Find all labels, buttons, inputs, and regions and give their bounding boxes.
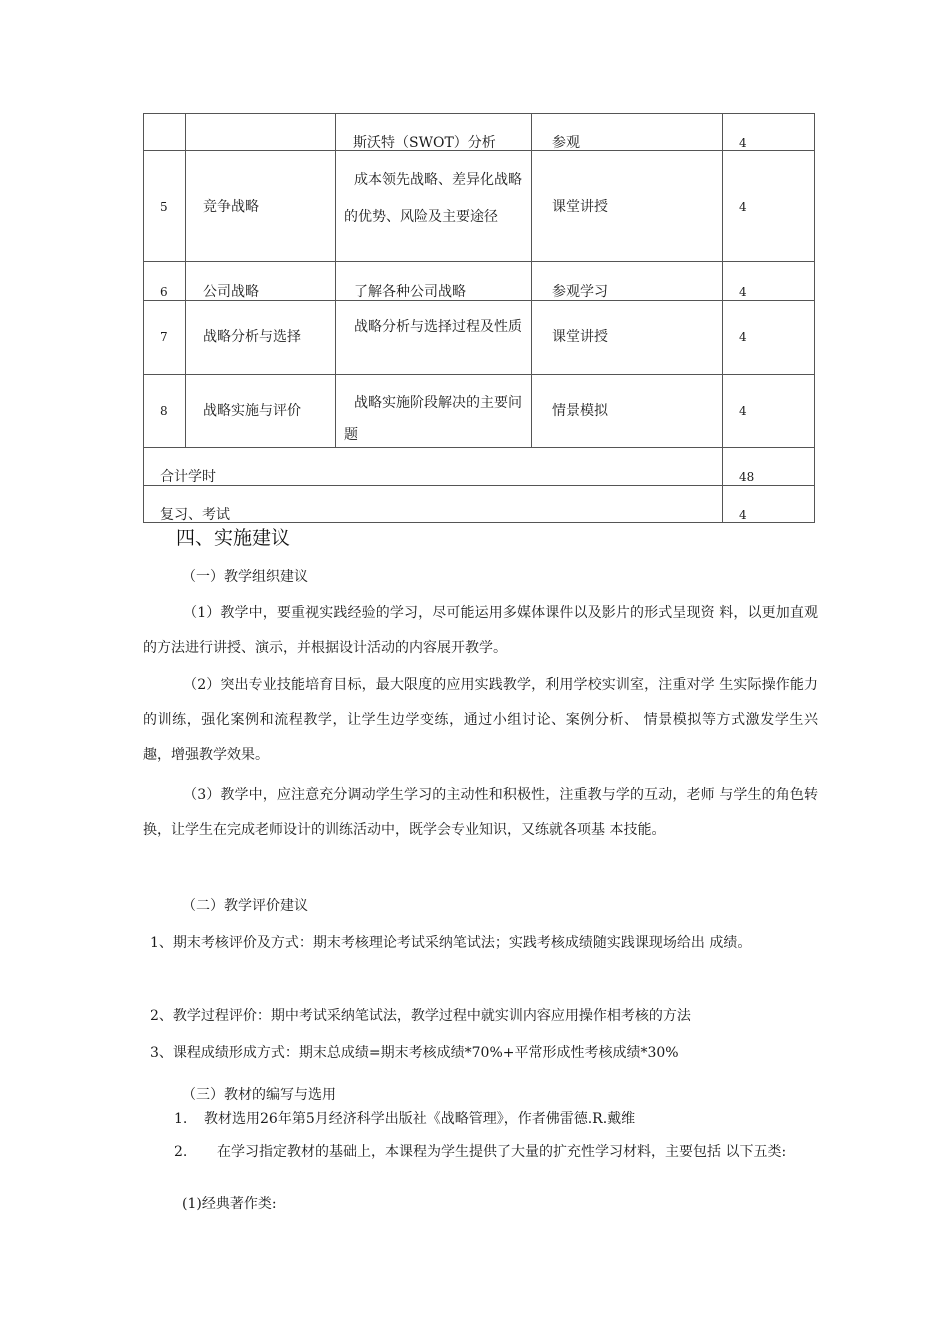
subsection-heading: （一）教学组织建议 <box>182 569 308 585</box>
section-heading: 四、实施建议 <box>176 527 291 549</box>
review-label: 复习、考试 <box>160 507 230 523</box>
cell-hours: 4 <box>739 200 747 214</box>
paragraph <box>143 778 818 848</box>
cell-topic: 公司战略 <box>203 284 259 300</box>
cell-content: 战略实施阶段解决的主要问题 <box>344 395 522 443</box>
cell-content: 成本领先战略、差异化战略的优势、风险及主要途径 <box>344 172 522 225</box>
paragraph-text: （2）突出专业技能培育目标，最大限度的应用实践教学，利用学校实训室，注重对学 生实际操作能力的训练，强化案例和流程教学，让学生边学变练，通过小组讨论、案例分析、 情景模拟等方式激发学生兴趣，增强教学效果。 <box>143 677 818 763</box>
cell-method: 情景模拟 <box>552 403 608 419</box>
total-hours: 48 <box>739 470 755 484</box>
list-item: 1、期末考核评价及方式：期末考核理论考试采纳笔试法；实践考核成绩随实践课现场给出 成绩。 <box>150 935 752 951</box>
cell-number: 8 <box>160 404 168 418</box>
cell-topic: 战略分析与选择 <box>203 329 301 345</box>
cell-content: 战略分析与选择过程及性质 <box>354 319 522 335</box>
list-item-number: 2. <box>174 1144 188 1160</box>
paragraph-text: （3）教学中，应注意充分调动学生学习的主动性和积极性，注重教与学的互动，老师 与学生的角色转换，让学生在完成老师设计的训练活动中，既学会专业知识，又练就各项基 本技能。 <box>143 787 818 838</box>
cell-method: 参观 <box>552 135 580 151</box>
cell-hours: 4 <box>739 330 747 344</box>
review-hours: 4 <box>739 508 747 522</box>
list-item: 2、教学过程评价：期中考试采纳笔试法，教学过程中就实训内容应用操作相考核的方法 <box>150 1008 691 1024</box>
cell-content: 斯沃特（SWOT）分析 <box>353 135 496 151</box>
subsection-heading: （二）教学评价建议 <box>182 898 308 914</box>
cell-method: 课堂讲授 <box>552 199 608 215</box>
paragraph <box>143 668 818 773</box>
list-item: 在学习指定教材的基础上，本课程为学生提供了大量的扩充性学习材料，主要包括 以下五类: <box>217 1144 787 1160</box>
cell-method: 参观学习 <box>552 284 608 300</box>
course-hours-table <box>143 113 815 523</box>
cell-topic: 战略实施与评价 <box>203 403 301 419</box>
cell-hours: 4 <box>739 136 747 150</box>
list-item: (1)经典著作类: <box>182 1196 277 1212</box>
paragraph-text: （1）教学中，要重视实践经验的学习，尽可能运用多媒体课件以及影片的形式呈现资 料，以更加直观的方法进行讲授、演示，并根据设计活动的内容展开教学。 <box>143 605 818 656</box>
cell-number: 6 <box>160 285 168 299</box>
cell-hours: 4 <box>739 285 747 299</box>
cell-number: 5 <box>160 200 168 214</box>
subsection-heading: （三）教材的编写与选用 <box>182 1087 336 1103</box>
paragraph <box>143 596 818 666</box>
list-item: 3、课程成绩形成方式：期末总成绩=期末考核成绩*70%+平常形成性考核成绩*30% <box>150 1045 679 1061</box>
cell-content: 了解各种公司战略 <box>354 284 466 300</box>
list-item-number: 1. <box>174 1111 188 1127</box>
cell-number: 7 <box>160 330 168 344</box>
list-item: 教材选用26年第5月经济科学出版社《战略管理》，作者佛雷德.R.戴维 <box>204 1111 636 1127</box>
cell-hours: 4 <box>739 404 747 418</box>
total-label: 合计学时 <box>160 469 216 485</box>
cell-method: 课堂讲授 <box>552 329 608 345</box>
cell-topic: 竞争战略 <box>203 199 259 215</box>
